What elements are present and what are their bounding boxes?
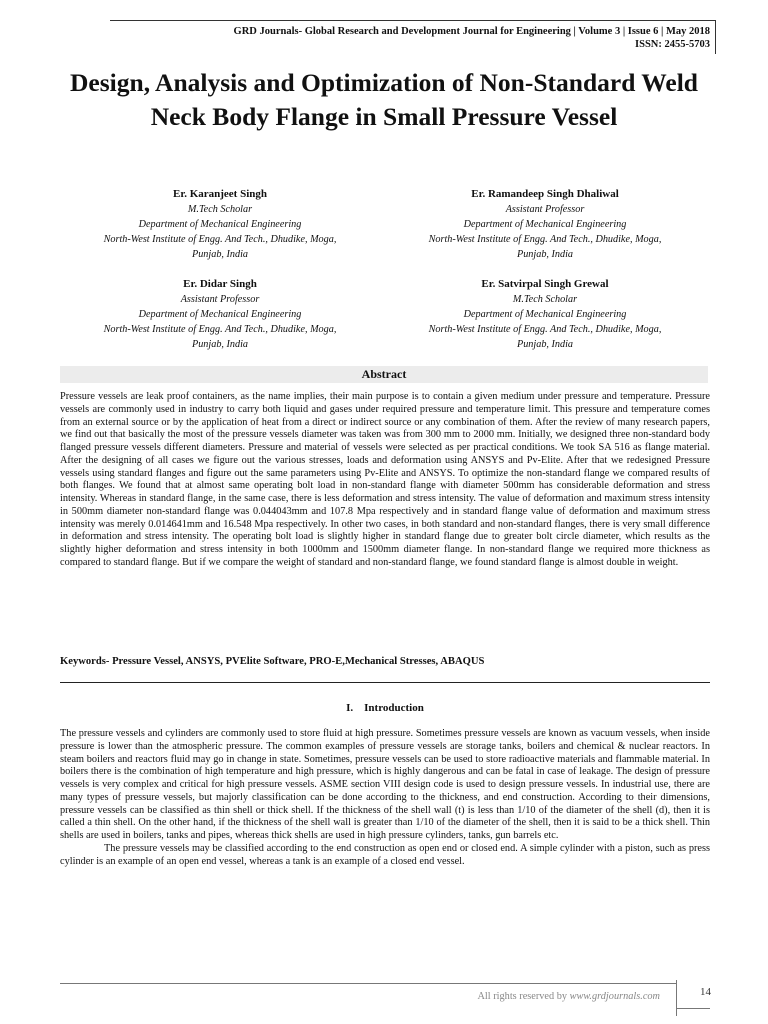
section-heading: I. Introduction (346, 702, 424, 714)
author-location: Punjab, India (191, 249, 249, 260)
journal-line: GRD Journals- Global Research and Development Journal for Engineering | Volume 3 | Issue 6 | May 2018 (233, 26, 710, 37)
introduction-body (60, 728, 710, 868)
footer-rule-short (676, 1008, 710, 1009)
author-institute: North-West Institute of Engg. And Tech., Dhudike, Moga, (428, 324, 662, 335)
paper-title: Design, Analysis and Optimization of Non-Standard Weld Neck Body Flange in Small Pressure Vessel (70, 68, 698, 131)
header-rule (110, 20, 716, 21)
author-name: Er. Ramandeep Singh Dhaliwal (471, 188, 619, 200)
paragraph: The pressure vessels may be classified according to the end construction as open end or closed end. A simple cylinder with a piston, such as press cylinder is an example of an open end vessel, whereas a tank is an example of a closed end vessel. (60, 842, 710, 867)
author-block (390, 187, 700, 262)
section-divider (60, 682, 710, 683)
author-location: Punjab, India (191, 339, 249, 350)
issn: ISSN: 2455-5703 (635, 39, 710, 50)
footer-divider (676, 980, 677, 1016)
page-footer (60, 980, 710, 1020)
running-header (110, 20, 716, 54)
author-institute: North-West Institute of Engg. And Tech., Dhudike, Moga, (103, 324, 337, 335)
abstract-heading: Abstract (60, 366, 708, 383)
abstract-text: Pressure vessels are leak proof containers, as the name implies, their main purpose is to contain a given medium under pressure and temperature. Pressure vessels are commonly used in industry to carry both liquid and gases under required pressure and temperature limit. This pressure and temperature comes from an external source or by the application of heat from a direct or indirect source or any combination of them. After the review of many research papers, we find out that basically the most of the pressure vessels diameter was taken was from 300 mm to 2000 mm. Initially, we designed three non-standard body flanged pressure vessels different diameters. Pressure and material of vessels were selected as per practical conditions. We took SA 516 as flange material. After the designing of all cases we figure out the various stresses, loads and deformation using ANSYS and Pv-Elite. After that we redesigned Pressure vessels using standard flanges and figure out the same parameters using Pv-Elite and ANSYS. To optimize the non-standard flange we compared results of both flanges. We found that at almost same operating bolt load in non-standard flange with diameter 500mm has considerable deformation and stress intensity. Whereas in standard flange, in the same case, there is less deformation and stress intensity. The value of deformation and maximum stress intensity in 500mm diameter non-standard flange was 0.044043mm and 107.8 Mpa respectively and in standard flange value of deformation and maximum stress intensity was merely 0.014641mm and 16.548 Mpa respectively. In other two cases, in both standard and non-standard flanges, there is very small difference in deformation and stress intensity. The operating bolt load is slightly higher in standard flange due to greater bolt circle diameter, which results as the slightly higher deformation and stress intensity in both 1000mm and 1500mm diameter flange. In non-standard flange we required more thickness as compared to standard flange. But if we compare the weight of standard and non-standard flange, we found standard flange is almost double in weight. (60, 391, 710, 568)
author-name: Er. Karanjeet Singh (172, 188, 267, 200)
author-department: Department of Mechanical Engineering (463, 309, 627, 320)
keywords: Keywords- Pressure Vessel, ANSYS, PVElite Software, PRO-E,Mechanical Stresses, ABAQUS (60, 656, 485, 667)
author-department: Department of Mechanical Engineering (138, 219, 302, 230)
author-block (65, 277, 375, 352)
header-divider (715, 20, 716, 54)
author-role: Assistant Professor (505, 204, 585, 215)
footer-rule (60, 983, 676, 984)
copyright-prefix: All rights reserved by (477, 991, 570, 1002)
author-role: M.Tech Scholar (512, 294, 578, 305)
author-name: Er. Didar Singh (183, 278, 257, 290)
author-name: Er. Satvirpal Singh Grewal (481, 278, 609, 290)
author-block (390, 277, 700, 352)
copyright-notice (478, 991, 661, 1002)
author-block (65, 187, 375, 262)
page-number: 14 (700, 986, 711, 998)
author-department: Department of Mechanical Engineering (138, 309, 302, 320)
author-role: M.Tech Scholar (187, 204, 253, 215)
author-location: Punjab, India (516, 339, 574, 350)
author-institute: North-West Institute of Engg. And Tech., Dhudike, Moga, (428, 234, 662, 245)
author-role: Assistant Professor (180, 294, 260, 305)
author-institute: North-West Institute of Engg. And Tech., Dhudike, Moga, (103, 234, 337, 245)
journal-website-link[interactable]: www.grdjournals.com (569, 991, 660, 1002)
author-location: Punjab, India (516, 249, 574, 260)
author-department: Department of Mechanical Engineering (463, 219, 627, 230)
paragraph: The pressure vessels and cylinders are commonly used to store fluid at high pressure. Sometimes pressure vessels are known as vacuum vessels, when inside pressure is lower than the atmospheric pressure. The common examples of pressure vessels are storage tanks, boilers and chemical & nuclear reactors. In steam boilers and reactors fluid may go in change in state. Sometimes, pressure vessels can be used to store radioactive materials and flammable material. In boilers there is the combination of high temperature and high pressure, which is highly dangerous and can be fatal in case of leakage. The design of pressure vessels is very complex and critical for high pressure vessels. ASME section VIII design code is used to design pressure vessels. In industrial use, there are many types of pressure vessels, but majorly classification can be done according to the thickness, and end construction. According to their dimensions, pressure vessels can be classified as thin shell or thick shell. If the thickness of the shell wall (t) is less than 1/10 of the diameter of the shell (d), then it is called a thin shell. On the other hand, if the thickness of the shell wall is greater than 1/10 of the diameter of the shell, then it is said to be a thick shell. Thin shells are used in boilers, tanks and pipes, whereas thick shells are used in high pressure cylinders, tanks, gun barrels etc. (60, 728, 710, 841)
